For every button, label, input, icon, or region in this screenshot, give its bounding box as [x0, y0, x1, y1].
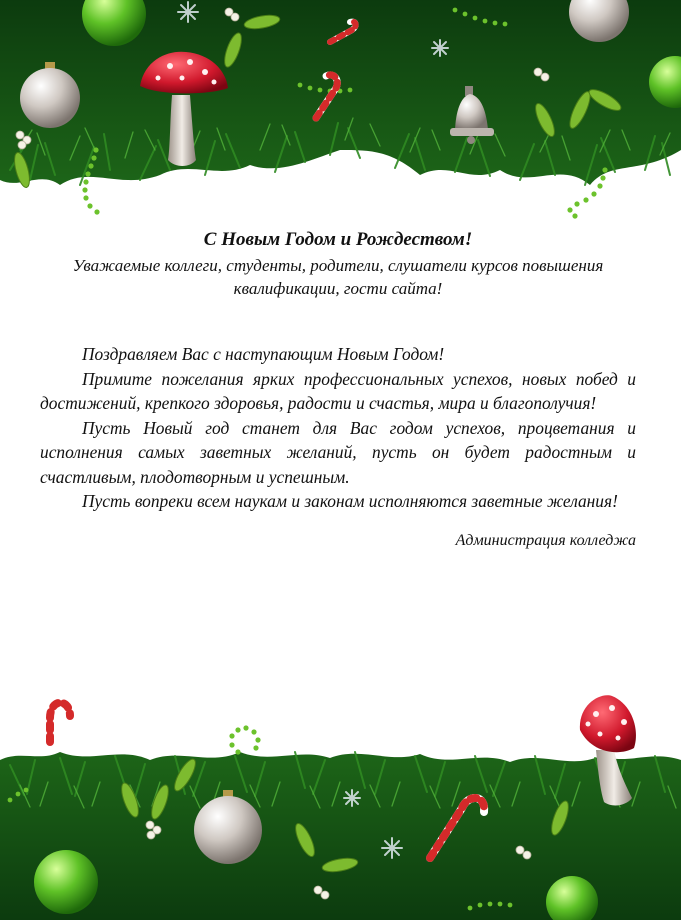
greeting-letter [40, 228, 636, 552]
green-ornament-icon [34, 850, 98, 914]
top-fir-garland [0, 0, 681, 230]
letter-paragraph: Пусть вопреки всем наукам и законам исполняются заветные желания! [82, 491, 618, 511]
letter-paragraph: Примите пожелания ярких профессиональных успехов, новых побед и достижений, крепкого здоровья, радости и счастья, мира и благополучия! [40, 368, 636, 413]
letter-subtitle: Уважаемые коллеги, студенты, родители, слушатели курсов повышения квалификации, гости сайта! [72, 256, 604, 298]
letter-paragraph: Поздравляем Вас с наступающим Новым Годом! [82, 344, 445, 364]
letter-paragraph: Пусть Новый год станет для Вас годом успехов, процветания и исполнения самых заветных желаний, пусть он будет радостным и счастливым, плодотворным и успешным. [40, 417, 636, 487]
bottom-fir-garland [0, 690, 681, 920]
letter-signature: Администрация колледжа [455, 531, 636, 549]
letter-title: С Новым Годом и Рождеством! [203, 229, 473, 250]
candy-cane-icon [50, 703, 70, 742]
letter-body [40, 342, 636, 514]
